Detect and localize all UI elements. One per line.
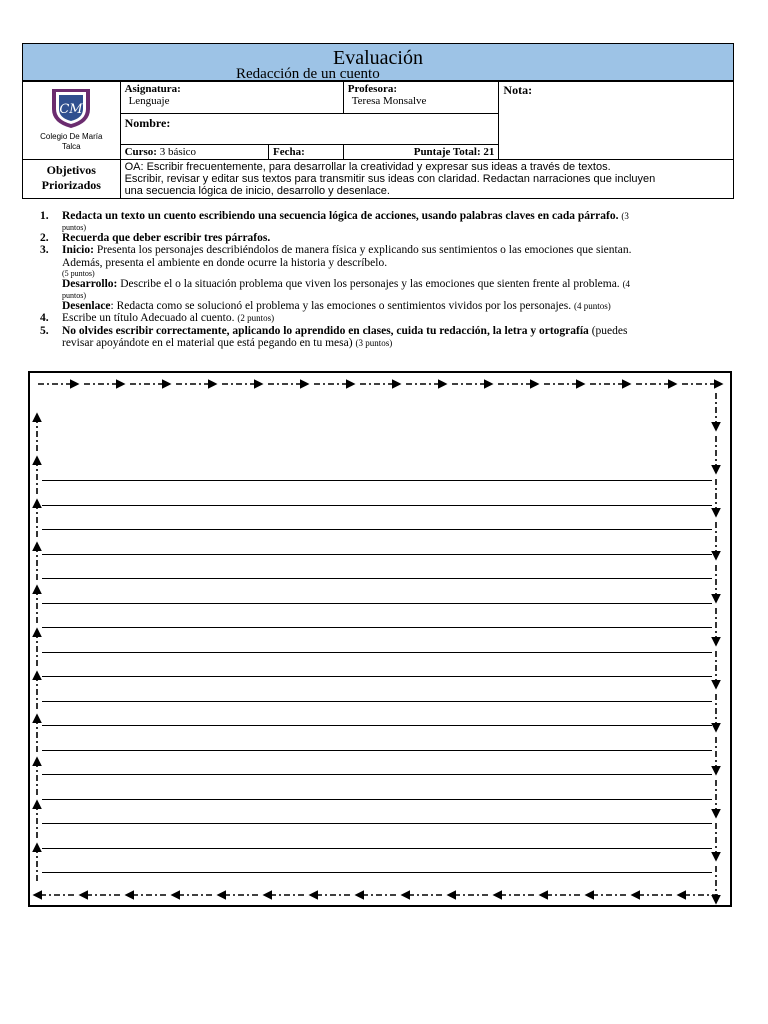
writing-line[interactable] (42, 725, 712, 726)
course-label: Curso: (124, 146, 157, 158)
instructions-list (22, 210, 734, 350)
subject-label: Asignatura: (124, 83, 181, 95)
name-cell[interactable] (120, 114, 499, 145)
instruction-item: 5. No olvides escribir correctamente, aplicando lo aprendido en clases, cuida tu redacción, la letra y ortografía (puedes revisar apoyándote en el material que está pegando en tu mesa) (3 puntos) (40, 324, 628, 349)
writing-line[interactable] (42, 701, 712, 702)
writing-line[interactable] (42, 799, 712, 800)
objectives-line: Escribir, revisar y editar sus textos para transmitir sus ideas con claridad. Redactan narraciones que incluyen (124, 173, 656, 185)
writing-line[interactable] (42, 578, 712, 579)
info-table (22, 81, 734, 199)
teacher-cell (343, 82, 499, 114)
subject-cell (120, 82, 343, 114)
teacher-label: Profesora: (347, 83, 397, 95)
teacher-value: Teresa Monsalve (351, 95, 427, 107)
grade-label: Nota: (503, 83, 533, 97)
school-logo-cell (23, 82, 121, 160)
total-cell (343, 145, 499, 160)
writing-line[interactable] (42, 823, 712, 824)
grade-cell[interactable] (499, 82, 734, 160)
instruction-item: 1. Redacta un texto un cuento escribiendo una secuencia lógica de acciones, usando palabras claves en cada párrafo. (3 puntos) (40, 210, 629, 232)
writing-line[interactable] (42, 774, 712, 775)
objectives-line: OA: Escribir frecuentemente, para desarrollar la creatividad y expresar sus ideas a través de textos. (124, 161, 611, 173)
header-band (22, 43, 734, 81)
objectives-label: Objetivos Priorizados (41, 163, 101, 192)
total-label: Puntaje Total: 21 (413, 146, 495, 158)
page-title: Evaluación (333, 47, 423, 69)
objectives-text-cell (120, 160, 733, 199)
name-label: Nombre: (124, 116, 171, 130)
writing-line[interactable] (42, 652, 712, 653)
decorative-arrow-border (28, 371, 732, 907)
instruction-item: 4. Escribe un título Adecuado al cuento. (2 puntos) (40, 312, 275, 324)
date-cell[interactable] (268, 145, 343, 160)
writing-line[interactable] (42, 872, 712, 873)
instruction-item: 2. Recuerda que deber escribir tres párrafos. (40, 231, 271, 244)
writing-line[interactable] (42, 603, 712, 604)
course-cell (120, 145, 268, 160)
writing-line[interactable] (42, 750, 712, 751)
objectives-line: una secuencia lógica de inicio, desarrollo y desenlace. (124, 185, 390, 197)
writing-line[interactable] (42, 480, 712, 481)
date-label: Fecha: (272, 146, 305, 158)
writing-line[interactable] (42, 848, 712, 849)
page-subtitle: Redacción de un cuento (236, 66, 380, 82)
school-name: Colegio De María Talca (40, 132, 103, 151)
writing-line[interactable] (42, 529, 712, 530)
writing-line[interactable] (42, 554, 712, 555)
writing-line[interactable] (42, 676, 712, 677)
school-logo-icon (46, 87, 96, 129)
course-value: 3 básico (159, 146, 197, 158)
svg-text:CM: CM (59, 102, 83, 117)
writing-line[interactable] (42, 627, 712, 628)
writing-line[interactable] (42, 505, 712, 506)
instruction-item: 3. Inicio: Presenta los personajes describiéndolos de manera física y explicando sus sentimientos o las emociones que sientan. Además, presenta el ambiente en donde ocurre la historia y descríbelo. (5 puntos) Desarrollo: Describe el o la situación problema que viven los personajes y las emociones que sienten frente al problema. (4 puntos) Desenlace: Redacta como se solucionó el problema y las emociones o sentimientos vividos por los personajes. (4 puntos) (40, 244, 632, 312)
objectives-label-cell (23, 160, 121, 199)
subject-value: Lenguaje (128, 95, 170, 107)
